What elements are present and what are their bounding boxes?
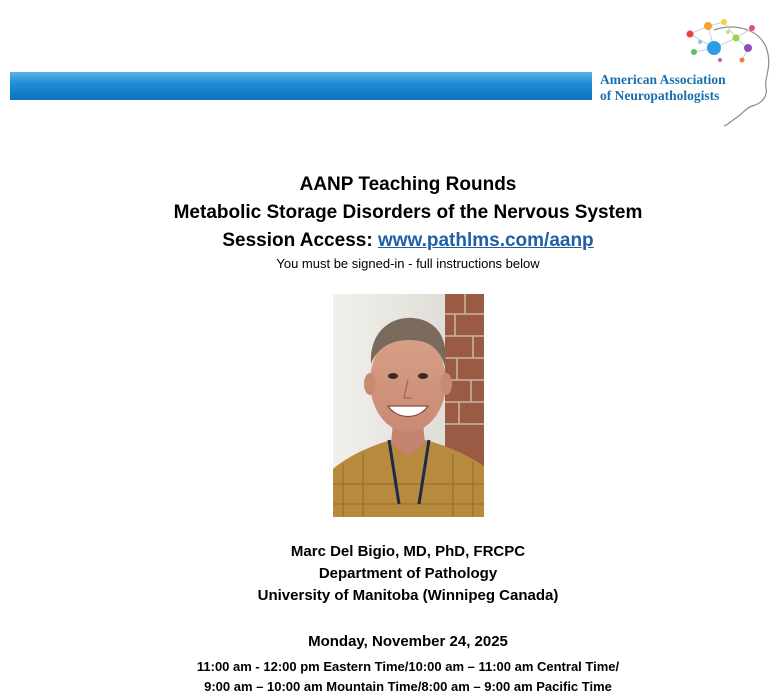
event-times-line1: 11:00 am - 12:00 pm Eastern Time/10:00 am – 11:00 am Central Time/ (196, 659, 620, 674)
session-access-label: Session Access: (222, 230, 378, 251)
speaker-name: Marc Del Bigio, MD, PhD, FRCPC (290, 543, 526, 560)
session-access-line (0, 227, 781, 255)
event-title: AANP Teaching Rounds (299, 174, 517, 195)
event-heading (0, 171, 781, 255)
aanp-logo (596, 8, 776, 130)
event-times-line2: 9:00 am – 10:00 am Mountain Time/8:00 am – 9:00 am Pacific Time (204, 679, 612, 694)
speaker-info (0, 541, 781, 607)
header-banner-bar (10, 72, 592, 100)
brain-network-icon (596, 8, 776, 130)
logo-text (600, 72, 760, 104)
session-access-link[interactable]: www.pathlms.com/aanp (377, 230, 594, 251)
event-subtitle: Metabolic Storage Disorders of the Nervous System (173, 202, 643, 223)
logo-text-line2: of Neuropathologists (600, 88, 720, 103)
speaker-department: Department of Pathology (318, 565, 498, 582)
event-times (0, 657, 781, 697)
speaker-institution: University of Manitoba (Winnipeg Canada) (257, 587, 559, 604)
sign-in-note: You must be signed-in - full instructions below (276, 256, 540, 271)
logo-text-line1: American Association (600, 72, 726, 87)
speaker-photo (333, 294, 484, 517)
event-date: Monday, November 24, 2025 (308, 633, 508, 650)
